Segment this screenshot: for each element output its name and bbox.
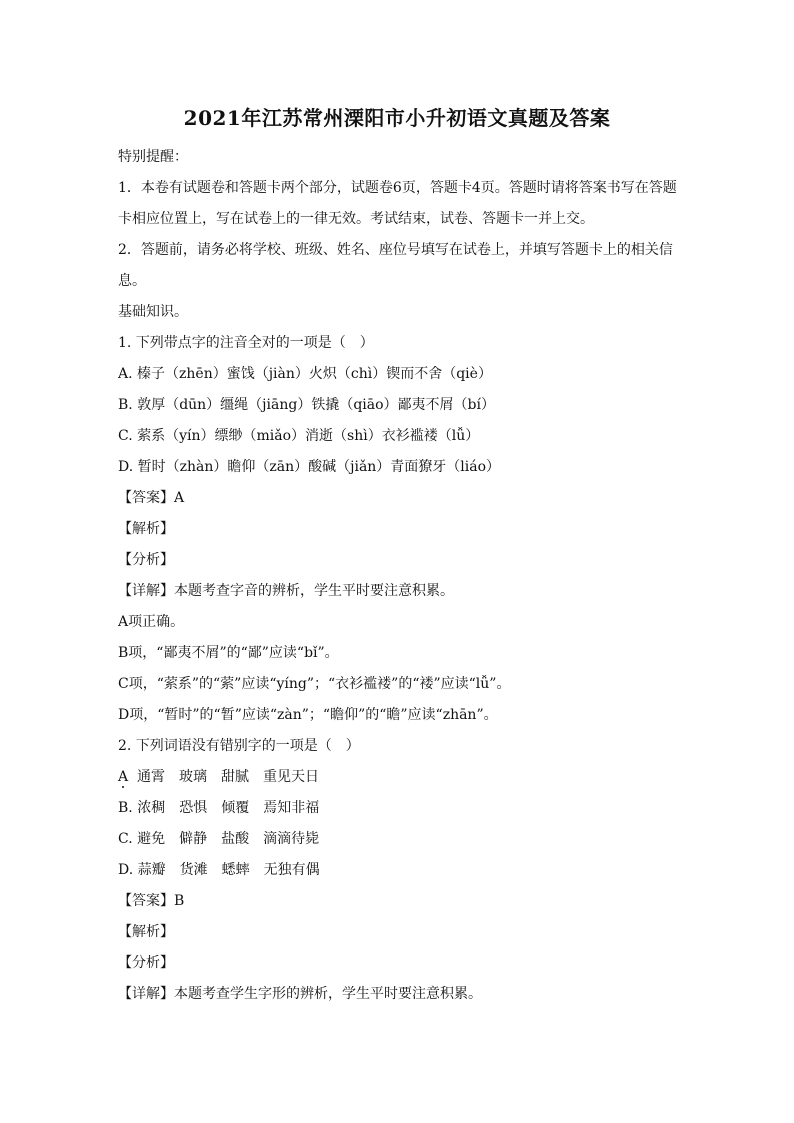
- option-a-text: 通霄 玻璃 甜腻 重见天日: [137, 769, 320, 785]
- notice-heading: 特别提醒：: [118, 149, 188, 165]
- question-1-detail: 【详解】本题考查字音的辨析，学生平时要注意积累。: [118, 583, 454, 599]
- question-1-fenxi: 【分析】: [118, 552, 174, 568]
- question-1-analysis: 【解析】: [118, 521, 174, 537]
- question-1-explain-c: C项，“萦系”的“萦”应读“yíng”；“衣衫褴褛”的“褛”应读“lǚ”。: [118, 676, 511, 692]
- question-2-option-c: C. 避免 僻静 盐酸 滴滴待毙: [118, 831, 320, 847]
- question-2-fenxi: 【分析】: [118, 955, 174, 971]
- question-1-explain-d: D项，“暂时”的“暂”应读“zàn”；“瞻仰”的“瞻”应读“zhān”。: [118, 707, 498, 723]
- question-1-option-b: B. 敦厚（dūn）缰绳（jiāng）铁撬（qiāo）鄙夷不屑（bí）: [118, 397, 495, 413]
- option-a-letter: A: [118, 769, 129, 785]
- question-1-option-d: D. 暂时（zhàn）瞻仰（zān）酸碱（jiǎn）青面獠牙（liáo）: [118, 459, 501, 475]
- question-2-option-d: D. 蒜瓣 货滩 蟋蟀 无独有偶: [118, 862, 320, 878]
- page-title: 2021年江苏常州溧阳市小升初语文真题及答案: [183, 106, 611, 130]
- question-1-option-a: A. 榛子（zhēn）蜜饯（jiàn）火炽（chì）锲而不舍（qiè）: [118, 366, 492, 382]
- question-2-analysis: 【解析】: [118, 924, 174, 940]
- question-2-option-a: [118, 762, 684, 793]
- notice-item-2: 2．答题前，请务必将学校、班级、姓名、座位号填写在试卷上，并填写答题卡上的相关信息。: [118, 242, 673, 289]
- question-1-option-c: C. 萦系（yín）缥缈（miǎo）消逝（shì）衣衫褴褛（lǚ）: [118, 428, 480, 444]
- question-1-stem: 1. 下列带点字的注音全对的一项是（ ）: [118, 335, 374, 351]
- question-1-explain-a: A项正确。: [118, 614, 185, 630]
- question-2-detail: 【详解】本题考查学生字形的辨析，学生平时要注意积累。: [118, 986, 482, 1002]
- question-1-answer: 【答案】A: [118, 490, 185, 506]
- section-heading: 基础知识。: [118, 304, 188, 320]
- question-2-option-b: B. 浓稠 恐惧 倾覆 焉知非福: [118, 800, 320, 816]
- question-1-explain-b: B项，“鄙夷不屑”的“鄙”应读“bǐ”。: [118, 645, 339, 661]
- notice-item-1: 1．本卷有试题卷和答题卡两个部分，试题卷6页，答题卡4页。答题时请将答案书写在答题卡相应位置上，写在试卷上的一律无效。考试结束，试卷、答题卡一并上交。: [118, 180, 677, 227]
- question-2-answer: 【答案】B: [118, 893, 185, 909]
- question-2-stem: 2. 下列词语没有错别字的一项是（ ）: [118, 738, 360, 754]
- document-body: [118, 142, 684, 1010]
